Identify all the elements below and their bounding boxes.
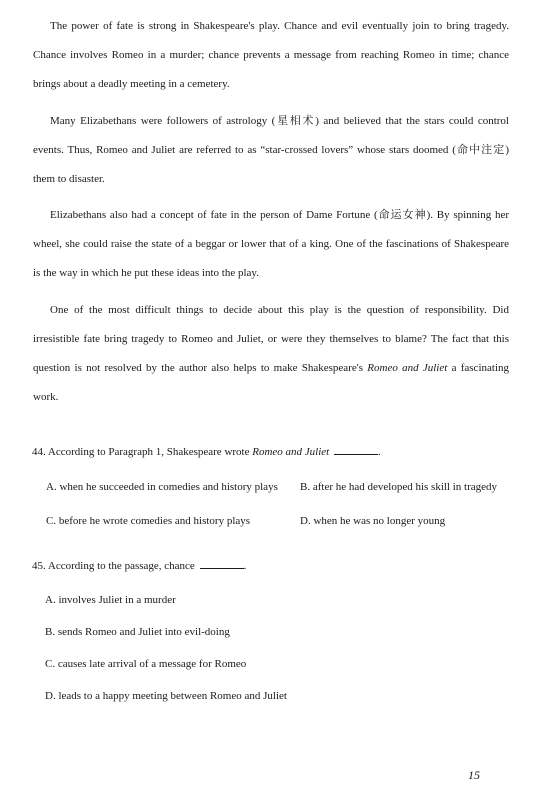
passage-paragraph-3: Elizabethans also had a concept of fate in the person of Dame Fortune (命运女神). By spinning her wheel, she could raise the state of a beggar or lower that of a king. One of the fascinations of Shakespeare is the way in which he put these ideas into the play. [33,209,509,279]
question-45-stem [32,558,246,574]
question-45-stem-text: 45. According to the passage, chance [32,560,195,572]
passage-paragraph-1: The power of fate is strong in Shakespeare's play. Chance and evil eventually join to bring tragedy. Chance involves Romeo in a murder; chance prevents a message from reaching Romeo in time; chance brings about a deadly meeting in a cemetery. [33,20,509,90]
question-45-option-a: A. involves Juliet in a murder [45,594,176,606]
question-44-play-title: Romeo and Juliet [252,446,330,458]
question-44-option-c: C. before he wrote comedies and history plays [46,515,251,527]
question-45-stem-end: . [243,560,247,572]
question-44-stem-end: . [377,446,381,458]
paragraph-4-play-title: Romeo and Juliet [367,362,448,374]
question-45-option-c: C. causes late arrival of a message for Romeo [45,658,247,670]
page-number: 15 [468,768,480,782]
question-44-option-d: D. when he was no longer young [300,515,446,527]
question-44-stem-text: 44. According to Paragraph 1, Shakespeare wrote [32,446,253,458]
question-44-option-b: B. after he had developed his skill in tragedy [300,481,498,493]
question-44-answer-blank [334,444,378,455]
question-44-stem [32,444,381,460]
question-45-option-d: D. leads to a happy meeting between Romeo and Juliet [45,690,287,702]
question-45-answer-blank [200,558,244,569]
passage-paragraph-2: Many Elizabethans were followers of astrology (星相术) and believed that the stars could control events. Thus, Romeo and Juliet are referred to as “star-crossed lovers” whose stars doomed (命中注定) them to disaster. [33,115,509,185]
passage-paragraph-4 [33,296,509,412]
question-44-option-a: A. when he succeeded in comedies and history plays [46,481,278,493]
paragraph-4-text-end: a fascinating work. [33,362,509,403]
paragraph-4-text-start: One of the most difficult things to decide about this play is the question of responsibility. Did irresistible fate bring tragedy to Romeo and Juliet, or were they themselves to blame? The fact that this question is not resolved by the author also helps to make Shakespeare's [33,304,509,374]
question-45-option-b: B. sends Romeo and Juliet into evil-doing [45,626,230,638]
